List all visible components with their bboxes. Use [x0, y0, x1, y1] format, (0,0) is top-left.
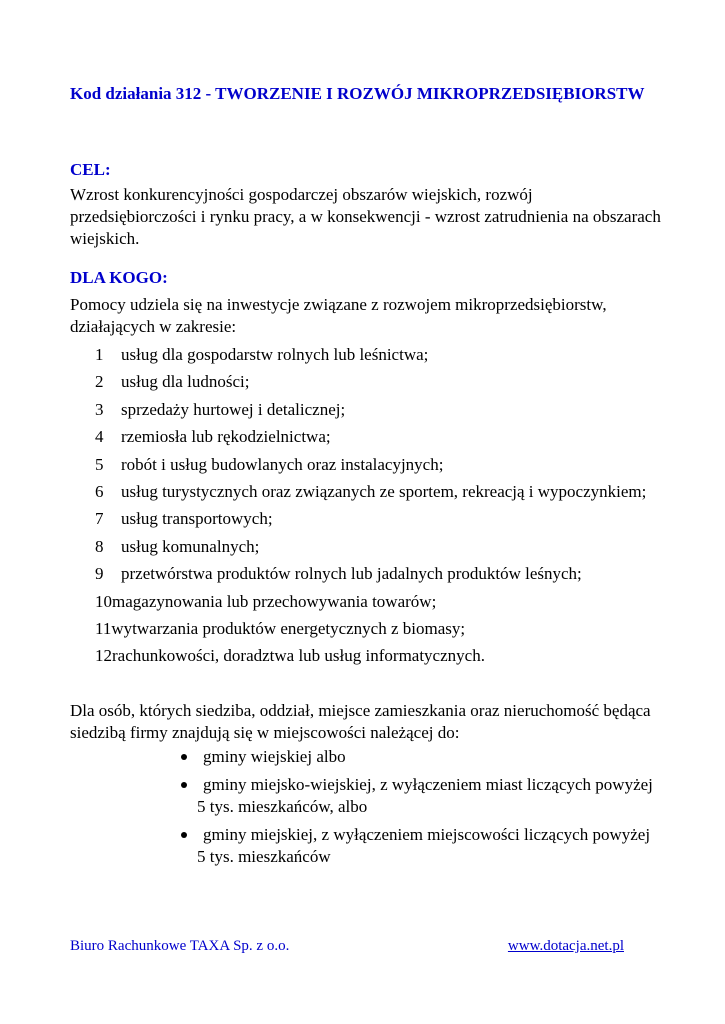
list-item: 8 usług komunalnych; — [95, 536, 260, 556]
bullet-icon — [181, 832, 187, 838]
cel-line: przedsiębiorczości i rynku pracy, a w konsekwencji - wzrost zatrudnienia na obszarach — [70, 207, 661, 226]
osoby-paragraph — [70, 700, 670, 744]
cel-line: Wzrost konkurencyjności gospodarczej obszarów wiejskich, rozwój — [70, 185, 533, 204]
list-item: 7 usług transportowych; — [95, 509, 273, 529]
bullet-item: gminy miejsko-wiejskiej, z wyłączeniem miast liczących powyżej 5 tys. mieszkańców, albo — [178, 774, 653, 818]
list-item: 6 usług turystycznych oraz związanych ze sportem, rekreacją i wypoczynkiem; — [95, 481, 647, 501]
footer-company: Biuro Rachunkowe TAXA Sp. z o.o. — [70, 938, 290, 954]
footer-website-link[interactable]: www.dotacja.net.pl — [507, 938, 624, 954]
list-item: 10magazynowania lub przechowywania towarów; — [95, 591, 437, 611]
cel-paragraph — [70, 184, 670, 250]
cel-heading: CEL: — [70, 160, 111, 179]
intro-line: działających w zakresie: — [70, 317, 237, 336]
list-item: 1 usług dla gospodarstw rolnych lub leśnictwa; — [95, 345, 429, 364]
intro-line: Pomocy udziela się na inwestycje związane z rozwojem mikroprzedsiębiorstw, — [70, 295, 607, 314]
list-item: 4 rzemiosła lub rękodzielnictwa; — [95, 427, 331, 447]
osoby-line: Dla osób, których siedziba, oddział, miejsce zamieszkania oraz nieruchomość będąca — [70, 701, 651, 720]
page-title: Kod działania 312 - TWORZENIE I ROZWÓJ MIKROPRZEDSIĘBIORSTW — [70, 84, 645, 103]
bullet-item: gminy wiejskiej albo — [178, 746, 653, 768]
bullet-item: gminy miejskiej, z wyłączeniem miejscowości liczących powyżej 5 tys. mieszkańców — [178, 824, 653, 868]
list-item: 5 robót i usług budowlanych oraz instalacyjnych; — [95, 454, 444, 474]
bullet-icon — [181, 782, 187, 788]
list-item: 11wytwarzania produktów energetycznych z biomasy; — [95, 618, 466, 638]
list-item: 3 sprzedaży hurtowej i detalicznej; — [95, 399, 346, 419]
activity-list — [70, 344, 646, 673]
dla-kogo-intro — [70, 294, 670, 338]
osoby-line: siedzibą firmy znajdują się w miejscowości należącej do: — [70, 723, 460, 742]
bullet-icon — [181, 754, 187, 760]
dla-kogo-heading: DLA KOGO: — [70, 268, 168, 287]
gmina-bullet-list — [178, 746, 653, 874]
list-item: 12rachunkowości, doradztwa lub usług informatycznych. — [95, 646, 485, 666]
list-item: 2 usług dla ludności; — [95, 372, 250, 392]
cel-line: wiejskich. — [70, 229, 140, 248]
list-item: 9 przetwórstwa produktów rolnych lub jadalnych produktów leśnych; — [95, 564, 582, 584]
